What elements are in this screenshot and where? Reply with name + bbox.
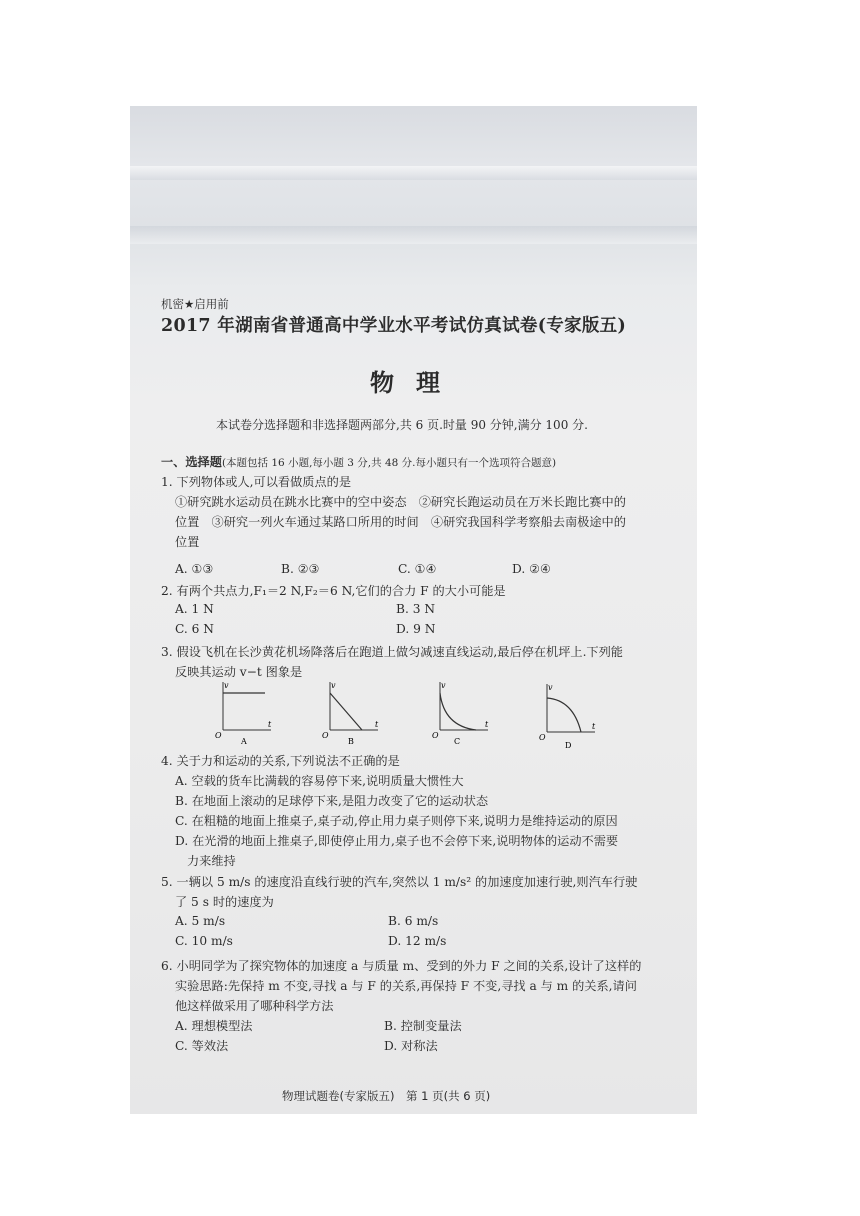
question-6-text: 他这样做采用了哪种科学方法 (175, 999, 334, 1013)
exam-page (130, 106, 697, 1114)
q1-option-a: A. ①③ (175, 562, 214, 576)
vt-graph-c (432, 680, 492, 746)
q4-option-d-cont: 力来维持 (187, 854, 236, 868)
vt-graph-d (539, 680, 599, 750)
axis-v-label: v (331, 681, 336, 690)
q1-option-c: C. ①④ (398, 562, 437, 576)
origin-label: O (322, 731, 329, 740)
axis-t-label: t (268, 720, 272, 729)
question-1-text: ①研究跳水运动员在跳水比赛中的空中姿态 ②研究长跑运动员在万米长跑比赛中的 (175, 495, 626, 509)
exam-intro: 本试卷分选择题和非选择题两部分,共 6 页.时量 90 分钟,满分 100 分. (216, 418, 588, 432)
question-1-stem: 1. 下列物体或人,可以看做质点的是 (161, 475, 352, 489)
graph-label: C (454, 737, 461, 746)
q5-option-d: D. 12 m/s (388, 934, 447, 948)
origin-label: O (432, 731, 439, 740)
q4-option-c: C. 在粗糙的地面上推桌子,桌子动,停止用力桌子则停下来,说明力是维持运动的原因 (175, 814, 618, 828)
subject-title: 物理 (370, 369, 462, 397)
q2-option-d: D. 9 N (396, 622, 436, 636)
q4-option-a: A. 空载的货车比满载的容易停下来,说明质量大惯性大 (175, 774, 464, 788)
q1-option-d: D. ②④ (512, 562, 551, 576)
axis-t-label: t (592, 722, 596, 731)
q2-option-a: A. 1 N (175, 602, 214, 616)
question-6-text: 实验思路:先保持 m 不变,寻找 a 与 F 的关系,再保持 F 不变,寻找 a 与 m 的关系,请问 (175, 979, 637, 993)
graph-label: D (565, 741, 572, 750)
question-5-stem: 5. 一辆以 5 m/s 的速度沿直线行驶的汽车,突然以 1 m/s² 的加速度加速行驶,则汽车行驶 (161, 875, 638, 889)
q2-option-c: C. 6 N (175, 622, 214, 636)
exam-title: 2017 年湖南省普通高中学业水平考试仿真试卷(专家版五) (161, 316, 627, 336)
vt-graph-a-svg (215, 680, 275, 746)
document-photo (130, 106, 697, 1114)
q2-option-b: B. 3 N (396, 602, 435, 616)
origin-label: O (539, 733, 546, 742)
q4-option-b: B. 在地面上滚动的足球停下来,是阻力改变了它的运动状态 (175, 794, 489, 808)
section-note: (本题包括 16 小题,每小题 3 分,共 48 分.每小题只有一个选项符合题意) (221, 457, 557, 469)
q5-option-c: C. 10 m/s (175, 934, 233, 948)
vt-graph-c-svg (432, 680, 492, 746)
question-3-stem: 3. 假设飞机在长沙黄花机场降落后在跑道上做匀减速直线运动,最后停在机坪上.下列能 (161, 645, 623, 659)
axis-v-label: v (441, 681, 446, 690)
axis-v-label: v (548, 683, 553, 692)
q6-option-b: B. 控制变量法 (384, 1019, 462, 1033)
section-title: 一、选择题 (161, 455, 222, 469)
confidential-label: 机密★启用前 (161, 297, 229, 311)
q5-option-a: A. 5 m/s (175, 914, 226, 928)
question-5-text: 了 5 s 时的速度为 (175, 895, 274, 909)
question-1-text: 位置 ③研究一列火车通过某路口所用的时间 ④研究我国科学考察船去南极途中的 (175, 515, 626, 529)
axis-v-label: v (224, 681, 229, 690)
q6-option-a: A. 理想模型法 (175, 1019, 253, 1033)
graph-label: B (348, 737, 354, 746)
vt-graph-b-svg (322, 680, 382, 746)
q6-option-d: D. 对称法 (384, 1039, 438, 1053)
q4-option-d: D. 在光滑的地面上推桌子,即使停止用力,桌子也不会停下来,说明物体的运动不需要 (175, 834, 619, 848)
graph-label: A (241, 737, 247, 746)
question-3-text: 反映其运动 v−t 图象是 (175, 665, 303, 679)
q6-option-c: C. 等效法 (175, 1039, 229, 1053)
axis-t-label: t (485, 720, 489, 729)
question-6-stem: 6. 小明同学为了探究物体的加速度 a 与质量 m、受到的外力 F 之间的关系,设计了这样的 (161, 959, 642, 973)
axis-t-label: t (375, 720, 379, 729)
section-heading (161, 453, 556, 470)
vt-graph-a (215, 680, 275, 746)
q5-option-b: B. 6 m/s (388, 914, 439, 928)
question-2-stem: 2. 有两个共点力,F₁＝2 N,F₂＝6 N,它们的合力 F 的大小可能是 (161, 584, 506, 598)
origin-label: O (215, 731, 222, 740)
q1-option-b: B. ②③ (281, 562, 320, 576)
question-1-text: 位置 (175, 535, 200, 549)
question-4-stem: 4. 关于力和运动的关系,下列说法不正确的是 (161, 754, 400, 768)
vt-graph-b (322, 680, 382, 746)
vt-graph-d-svg (539, 680, 599, 750)
page-footer: 物理试题卷(专家版五) 第 1 页(共 6 页) (282, 1089, 491, 1103)
